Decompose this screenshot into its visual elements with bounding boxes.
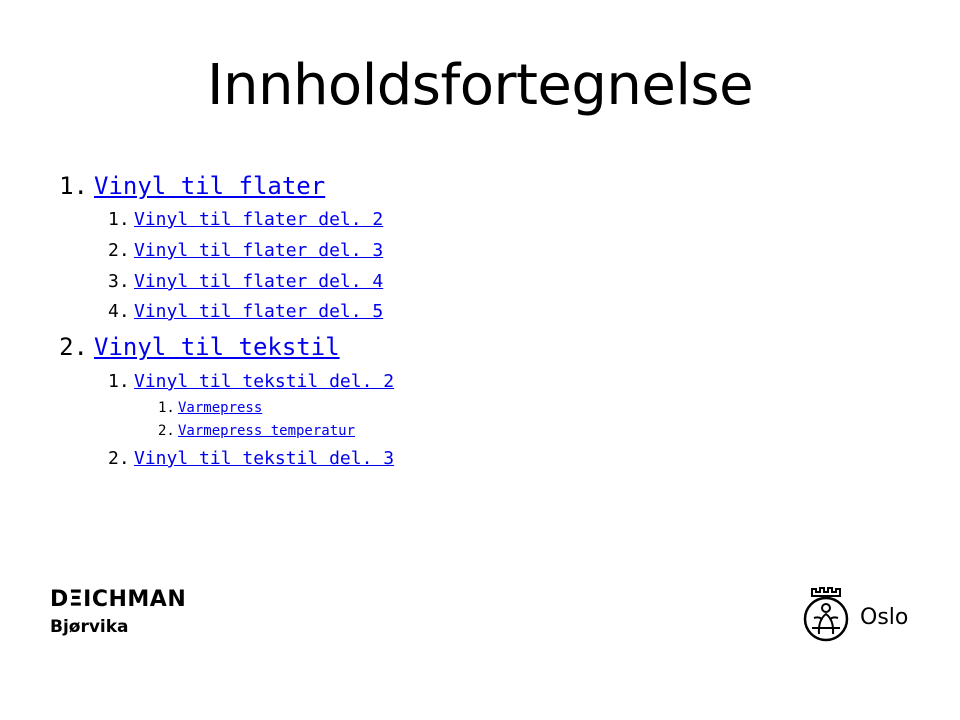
- toc-item: [108, 301, 383, 322]
- toc-item-number: 2.: [108, 448, 130, 469]
- toc-item: [158, 400, 262, 416]
- toc-link-vinyl-til-flater[interactable]: Vinyl til flater: [94, 172, 326, 200]
- toc-item: [108, 448, 394, 469]
- deichman-logo: [50, 586, 186, 640]
- toc-item: [58, 333, 340, 361]
- toc-item-number: 1.: [158, 400, 175, 416]
- toc-link-vinyl-til-tekstil-del-3[interactable]: Vinyl til tekstil del. 3: [134, 448, 395, 469]
- toc-item-number: 1.: [59, 172, 88, 200]
- toc-item-number: 4.: [108, 301, 130, 322]
- oslo-seal-icon: [802, 584, 850, 642]
- toc-link-vinyl-til-tekstil-del-2[interactable]: Vinyl til tekstil del. 2: [134, 371, 395, 392]
- toc-link-vinyl-til-flater-del-2[interactable]: Vinyl til flater del. 2: [134, 209, 384, 230]
- toc-item: [158, 423, 355, 439]
- toc-item: [108, 371, 394, 392]
- toc-link-vinyl-til-flater-del-5[interactable]: Vinyl til flater del. 5: [134, 301, 384, 322]
- toc-item-number: 3.: [108, 271, 130, 292]
- toc-item-number: 2.: [59, 333, 88, 361]
- toc-item: [108, 209, 383, 230]
- toc-item-number: 1.: [108, 371, 130, 392]
- toc-link-varmepress-temperatur[interactable]: Varmepress temperatur: [178, 423, 356, 439]
- toc-item-number: 2.: [158, 423, 175, 439]
- toc-item-number: 1.: [108, 209, 130, 230]
- toc-item: [58, 172, 325, 200]
- toc-link-varmepress[interactable]: Varmepress: [178, 400, 263, 416]
- toc-item-number: 2.: [108, 240, 130, 261]
- branch-name: Bjørvika: [50, 617, 129, 637]
- city-name: Oslo: [860, 604, 909, 630]
- toc-link-vinyl-til-flater-del-4[interactable]: Vinyl til flater del. 4: [134, 271, 384, 292]
- toc-link-vinyl-til-tekstil[interactable]: Vinyl til tekstil: [94, 333, 340, 361]
- page-title: Innholdsfortegnelse: [206, 53, 754, 118]
- toc-item: [108, 240, 383, 261]
- toc-item: [108, 271, 383, 292]
- deichman-wordmark: DΞICHMAN: [50, 587, 187, 612]
- toc-link-vinyl-til-flater-del-3[interactable]: Vinyl til flater del. 3: [134, 240, 384, 261]
- oslo-logo: [802, 584, 908, 642]
